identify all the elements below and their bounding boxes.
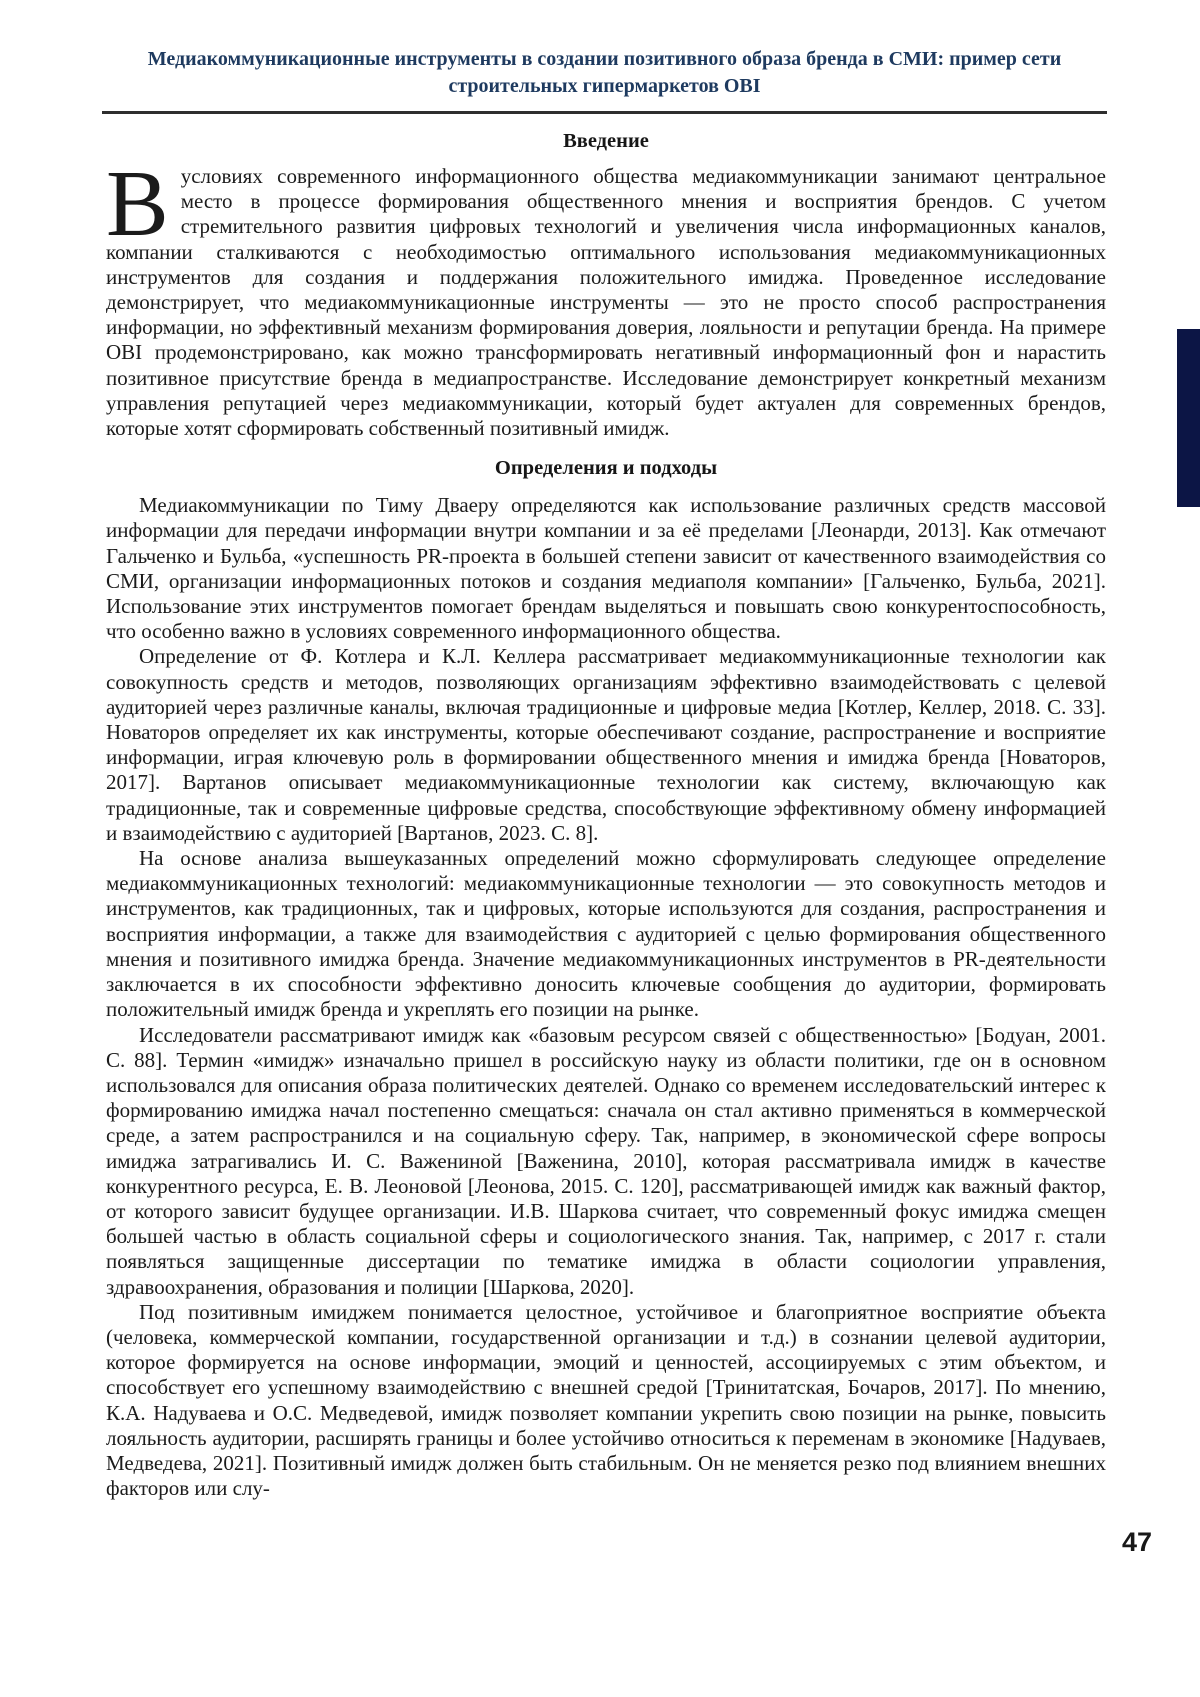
running-head [102, 46, 1107, 114]
header-rule [102, 111, 1107, 114]
intro-paragraph-text: условиях современного информационного общества медиакоммуникации занимают центральное место в процессе формирования общественного мнения и восприятия брендов. С учетом стремительного развития цифровых технологий и увеличения числа информационных каналов, компании сталкиваются с необходимостью оптимального использования медиакоммуникационных инструментов для создания и поддержания положительного имиджа. Проведенное исследование демонстрирует, что медиакоммуникационные инструменты — это не просто способ распространения информации, но эффективный механизм формирования доверия, лояльности и репутации бренда. На примере OBI продемонстрировано, как можно трансформировать негативный информационный фон и нарастить позитивное присутствие бренда в медиапространстве. Исследование демонстрирует конкретный механизм управления репутацией через медиакоммуникации, который будет актуален для современных брендов, которые хотят сформировать собственный позитивный имидж. [106, 164, 1106, 441]
dropcap-letter: В [106, 152, 169, 256]
paragraph: Определение от Ф. Котлера и К.Л. Келлера рассматривает медиакоммуникационные технологии как совокупность средств и методов, позволяющих организациям эффективно взаимодействовать с целевой аудиторией через различные каналы, включая традиционные и цифровые медиа [Котлер, Келлер, 2018. С. 33]. Новаторов определяет их как инструменты, которые обеспечивают создание, распространение и восприятие информации, играя ключевую роль в формировании общественного мнения и имиджа бренда [Новаторов, 2017]. Вартанов описывает медиакоммуникационные технологии как систему, включающую как традиционные, так и современные цифровые средства, способствующие эффективному обмену информацией и взаимодействию с аудиторией [Вартанов, 2023. С. 8]. [106, 644, 1106, 845]
paragraph: Медиакоммуникации по Тиму Дваеру определяются как использование различных средств массовой информации для передачи информации внутри компании и за её пределами [Леонарди, 2013]. Как отмечают Гальченко и Бульба, «успешность PR-проекта в большей степени зависит от качественного взаимодействия со СМИ, организации информационных потоков и создания медиаполя компании» [Гальченко, Бульба, 2021]. Использование этих инструментов помогает брендам выделяться и повышать свою конкурентоспособность, что особенно важно в условиях современного информационного общества. [106, 493, 1106, 644]
running-title: Медиакоммуникационные инструменты в создании позитивного образа бренда в СМИ: пример сети строительных гипермаркетов OBI [147, 48, 1062, 97]
section-heading-definitions: Определения и подходы [494, 457, 718, 480]
intro-paragraph [106, 152, 1106, 441]
paragraph: Исследователи рассматривают имидж как «базовым ресурсом связей с общественностью» [Бодуан, 2001. С. 88]. Термин «имидж» изначально пришел в российскую науку из области политики, где он в основном использовался для описания образа политических деятелей. Однако со временем исследовательский интерес к формированию имиджа начал постепенно смещаться: сначала он стал активно применяться в коммерческой среде, а затем распространился и на социальную сферу. Так, например, в экономической сфере вопросы имиджа затрагивались И. С. Важениной [Важенина, 2010], которая рассматривала имидж в качестве конкурентного ресурса, Е. В. Леоновой [Леонова, 2015. С. 120], рассматривающей имидж как важный фактор, от которого зависит будущее организации. И.В. Шаркова считает, что современный фокус имиджа смещен большей частью в область социальной сферы и социологического знания. Так, например, с 2017 г. стали появляться защищенные диссертации по тематике имиджа в области социологии управления, здравоохранения, образования и полиции [Шаркова, 2020]. [106, 1022, 1106, 1299]
page-number: 47 [1122, 1527, 1153, 1557]
paragraph: На основе анализа вышеуказанных определений можно сформулировать следующее определение медиакоммуникационных технологий: медиакоммуникационные технологии — это совокупность методов и инструментов, как традиционных, так и цифровых, которые используются для создания, распространения и восприятия информации, а также для взаимодействия с аудиторией с целью формирования общественного мнения и позитивного имиджа бренда. Значение медиакоммуникационных инструментов в PR-деятельности заключается в их способности эффективно доносить ключевые сообщения до аудитории, формировать положительный имидж бренда и укреплять его позиции на рынке. [106, 846, 1106, 1022]
chapter-edge-tab [1177, 329, 1200, 507]
article-body [106, 129, 1106, 1501]
paragraph: Под позитивным имиджем понимается целостное, устойчивое и благоприятное восприятие объекта (человека, коммерческой компании, государственной организации и т.д.) в сознании целевой аудитории, которое формируется на основе информации, эмоций и ценностей, ассоциируемых с этим объектом, и способствует его успешному взаимодействию с внешней средой [Тринитатская, Бочаров, 2017]. По мнению, К.А. Надуваева и О.С. Медведевой, имидж позволяет компании укрепить свою позиции на рынке, повысить лояльность аудитории, расширять границы и более устойчиво относиться к переменам в экономике [Надуваев, Медведева, 2021]. Позитивный имидж должен быть стабильным. Он не меняется резко под влиянием внешних факторов или слу- [106, 1299, 1106, 1501]
section-heading-introduction: Введение [563, 130, 649, 152]
